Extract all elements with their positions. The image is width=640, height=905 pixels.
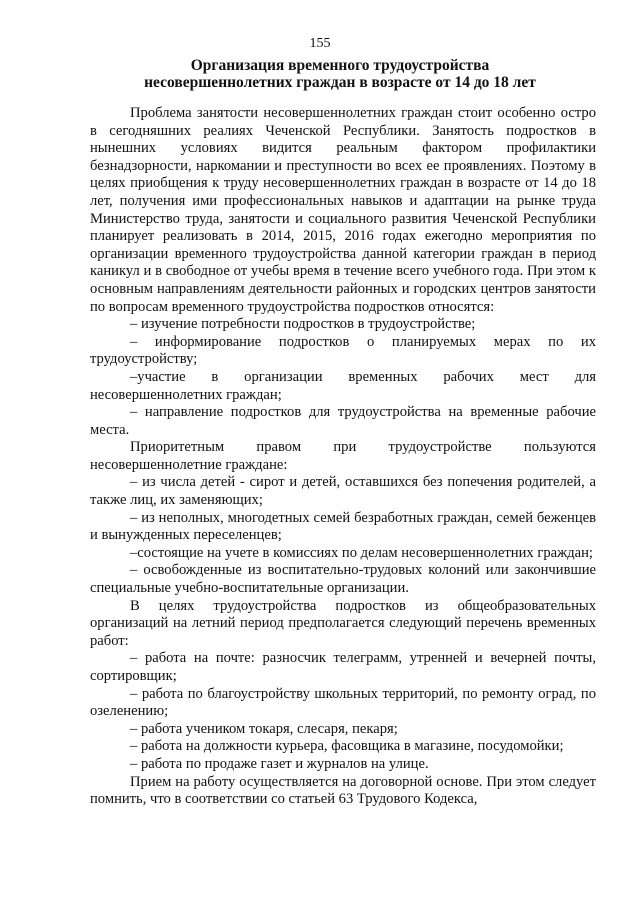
list-item-post-office: – работа на почте: разносчик телеграмм, утренней и вечерней почты, сортировщик; [90, 650, 596, 684]
list-item-study-needs: – изучение потребности подростков в трудоустройстве; [130, 316, 476, 333]
list-item-informing: – информирование подростков о планируемых мерах по их трудоустройству; [90, 333, 596, 368]
list-item-apprentice: – работа учеником токаря, слесаря, пекаря; [130, 720, 398, 737]
document-body [90, 105, 596, 809]
title-line-2: несовершеннолетних граждан в возрасте от 14 до 18 лет [144, 74, 536, 91]
list-item-orphans: – из числа детей - сирот и детей, оставшихся без попечения родителей, а также лиц, их заменяющих; [90, 474, 596, 509]
list-item-referral: – направление подростков для трудоустройства на временные рабочие места. [90, 404, 596, 438]
page-number: 155 [309, 36, 331, 51]
list-item-registered: –состоящие на учете в комиссиях по делам несовершеннолетних граждан; [130, 544, 593, 561]
title-line-1: Организация временного трудоустройства [190, 57, 490, 74]
list-item-newspapers: – работа по продаже газет и журналов на улице. [130, 755, 429, 772]
paragraph-hiring: Прием на работу осуществляется на договорной основе. При этом следует помнить, что в соответствии со статьей 63 Трудового Кодекса, [90, 773, 596, 808]
list-item-landscaping: – работа по благоустройству школьных территорий, по ремонту оград, по озеленению; [90, 685, 596, 720]
document-title [80, 57, 600, 91]
list-item-courier: – работа на должности курьера, фасовщика в магазине, посудомойки; [130, 738, 564, 755]
paragraph-intro: Проблема занятости несовершеннолетних граждан стоит особенно остро в сегодняшних реалиях Чеченской Республики. Занятость подростков в нынешних условиях видится реальным фактором профилактики безнадзорности, наркомании и преступности во всех ее проявлениях. Поэтому в целях приобщения к труду несовершеннолетних граждан в возрасте от 14 до 18 лет, получения ими профессиональных навыков и адаптации на рынке труда Министерство труда, занятости и социального развития Чеченской Республики планирует реализовать в 2014, 2015, 2016 годах ежегодно мероприятия по организации временного трудоустройства данной категории граждан в период каникул и в свободное от учебы время в течение всего учебного года. При этом к основным направлениям деятельности районных и городских центров занятости по вопросам временного трудоустройства подростков относятся: [90, 105, 596, 315]
list-item-families: – из неполных, многодетных семей безработных граждан, семей беженцев и вынужденных переселенцев; [90, 509, 596, 544]
list-item-participation: –участие в организации временных рабочих мест для несовершеннолетних граждан; [90, 368, 596, 403]
list-item-released: – освобожденные из воспитательно-трудовых колоний или закончившие специальные учебно-воспитательные организации. [90, 562, 596, 597]
paragraph-priority: Приоритетным правом при трудоустройстве пользуются несовершеннолетние граждане: [90, 439, 596, 473]
paragraph-summer-work: В целях трудоустройства подростков из общеобразовательных организаций на летний период предполагается следующий перечень временных работ: [90, 597, 596, 649]
